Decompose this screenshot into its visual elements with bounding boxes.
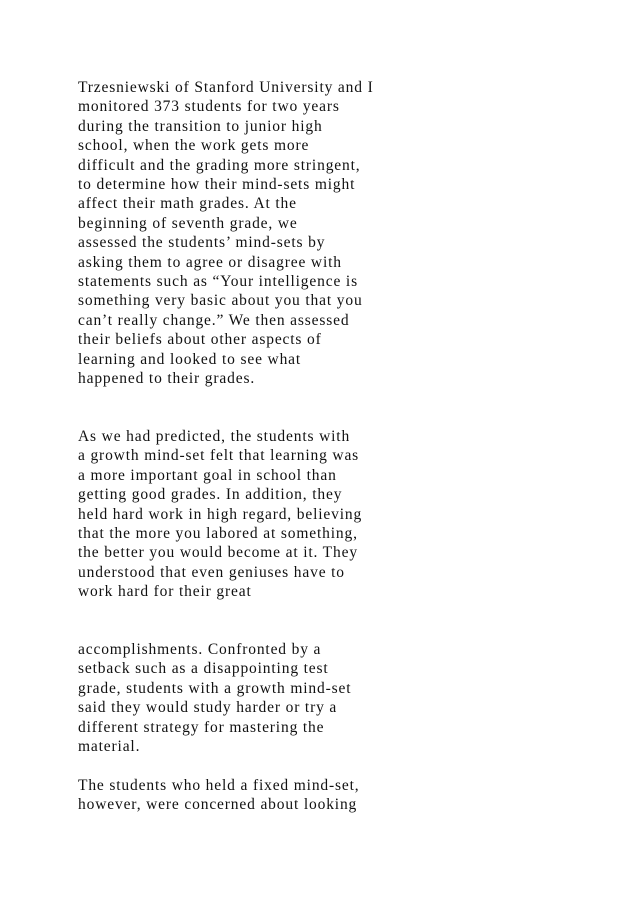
text-line: happened to their grades. bbox=[78, 370, 256, 388]
text-line: something very basic about you that you bbox=[78, 292, 363, 310]
text-line: the better you would become at it. They bbox=[78, 544, 358, 562]
text-line: As we had predicted, the students with bbox=[78, 428, 351, 445]
text-line: held hard work in high regard, believing bbox=[78, 505, 363, 523]
paragraph-2 bbox=[78, 427, 408, 602]
paragraph-4 bbox=[78, 776, 408, 815]
text-line: asking them to agree or disagree with bbox=[78, 253, 342, 271]
text-line: Trzesniewski of Stanford University and I bbox=[78, 79, 374, 96]
text-line: affect their math grades. At the bbox=[78, 195, 297, 213]
text-line: that the more you labored at something, bbox=[78, 525, 358, 543]
text-line: monitored 373 students for two years bbox=[78, 98, 340, 116]
text-line: learning and looked to see what bbox=[78, 350, 302, 368]
text-line: their beliefs about other aspects of bbox=[78, 331, 322, 349]
text-line: assessed the students’ mind-sets by bbox=[78, 234, 326, 252]
text-line: a more important goal in school than bbox=[78, 466, 337, 484]
text-line: setback such as a disappointing test bbox=[78, 660, 329, 678]
text-line: The students who held a fixed mind-set, bbox=[78, 777, 360, 794]
text-line: understood that even geniuses have to bbox=[78, 563, 345, 581]
text-line: accomplishments. Confronted by a bbox=[78, 641, 322, 658]
paragraph-3 bbox=[78, 640, 408, 756]
text-line: getting good grades. In addition, they bbox=[78, 486, 343, 504]
text-line: to determine how their mind-sets might bbox=[78, 176, 356, 194]
text-line: school, when the work gets more bbox=[78, 137, 310, 155]
text-line: however, were concerned about looking bbox=[78, 796, 358, 814]
text-line: beginning of seventh grade, we bbox=[78, 214, 298, 232]
text-line: work hard for their great bbox=[78, 583, 252, 601]
text-line: said they would study harder or try a bbox=[78, 699, 338, 717]
text-line: material. bbox=[78, 738, 141, 756]
paragraph-1 bbox=[78, 78, 408, 389]
text-line: during the transition to junior high bbox=[78, 117, 323, 135]
text-line: difficult and the grading more stringent, bbox=[78, 156, 361, 174]
text-line: statements such as “Your intelligence is bbox=[78, 273, 358, 291]
text-line: different strategy for mastering the bbox=[78, 718, 325, 736]
text-line: grade, students with a growth mind-set bbox=[78, 679, 352, 697]
text-line: a growth mind-set felt that learning was bbox=[78, 447, 360, 465]
text-line: can’t really change.” We then assessed bbox=[78, 311, 350, 329]
